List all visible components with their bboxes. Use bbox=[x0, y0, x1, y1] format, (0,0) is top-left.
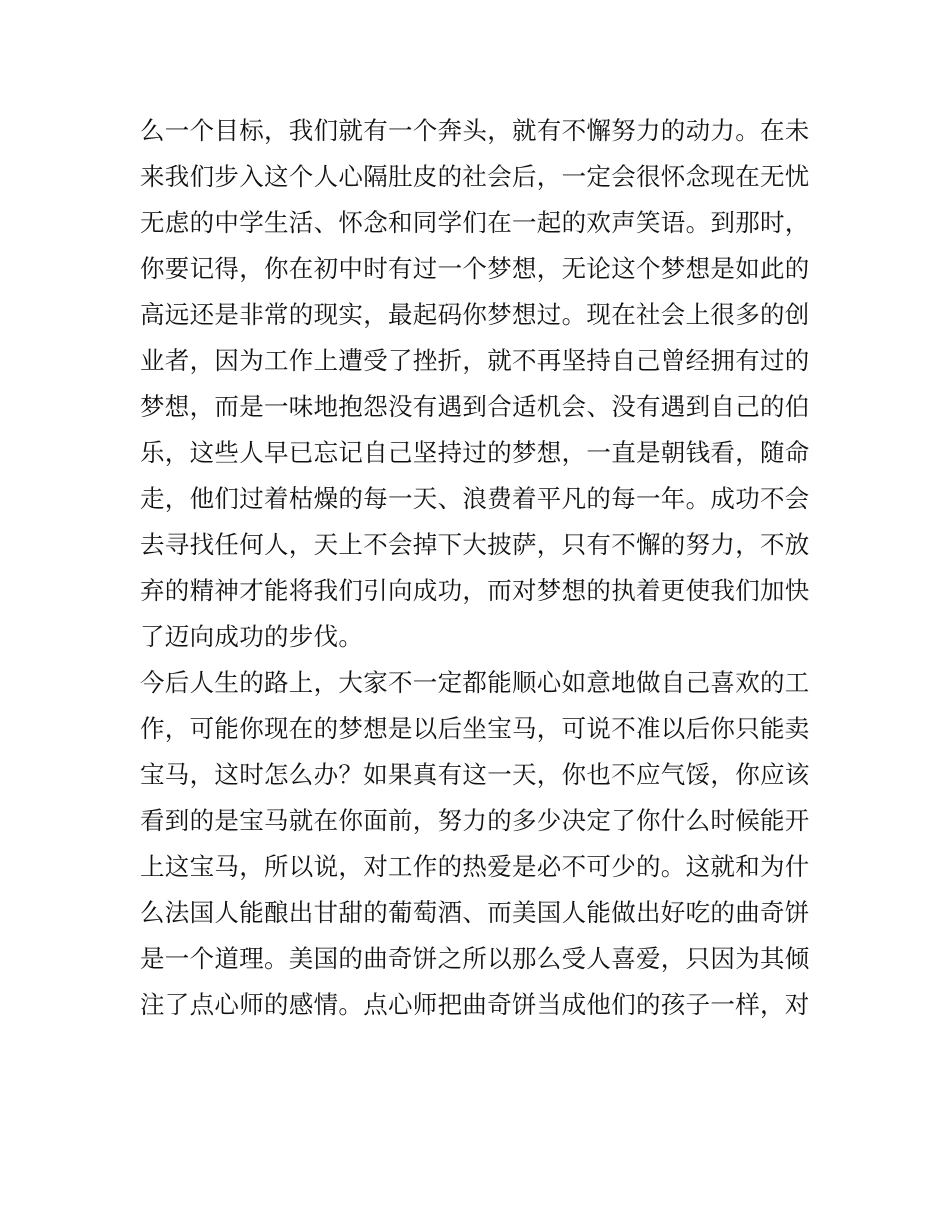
text-line: 看到的是宝马就在你面前，努力的多少决定了你什么时候能开 bbox=[140, 806, 810, 835]
text-line: 作，可能你现在的梦想是以后坐宝马，可说不准以后你只能卖 bbox=[140, 714, 810, 743]
text-line: 上这宝马，所以说，对工作的热爱是必不可少的。这就和为什 bbox=[140, 852, 810, 881]
text-line: 么法国人能酿出甘甜的葡萄酒、而美国人能做出好吃的曲奇饼 bbox=[140, 898, 810, 927]
text-line: 你要记得，你在初中时有过一个梦想，无论这个梦想是如此的 bbox=[140, 254, 810, 283]
text-line: 乐，这些人早已忘记自己坚持过的梦想，一直是朝钱看，随命 bbox=[140, 438, 810, 467]
text-line: 么一个目标，我们就有一个奔头，就有不懈努力的动力。在未 bbox=[140, 116, 810, 145]
text-line: 注了点心师的感情。点心师把曲奇饼当成他们的孩子一样，对 bbox=[140, 990, 810, 1019]
text-line: 宝马，这时怎么办？如果真有这一天，你也不应气馁，你应该 bbox=[140, 760, 810, 789]
text-line: 来我们步入这个人心隔肚皮的社会后，一定会很怀念现在无忧 bbox=[140, 162, 810, 191]
text-line: 是一个道理。美国的曲奇饼之所以那么受人喜爱，只因为其倾 bbox=[140, 944, 810, 973]
text-line: 业者，因为工作上遭受了挫折，就不再坚持自己曾经拥有过的 bbox=[140, 346, 810, 375]
text-line: 梦想，而是一味地抱怨没有遇到合适机会、没有遇到自己的伯 bbox=[140, 392, 810, 421]
text-line: 了迈向成功的步伐。 bbox=[140, 622, 364, 651]
text-line: 高远还是非常的现实，最起码你梦想过。现在社会上很多的创 bbox=[140, 300, 810, 329]
text-line: 去寻找任何人，天上不会掉下大披萨，只有不懈的努力，不放 bbox=[140, 530, 810, 559]
text-line: 走，他们过着枯燥的每一天、浪费着平凡的每一年。成功不会 bbox=[140, 484, 810, 513]
text-line: 弃的精神才能将我们引向成功，而对梦想的执着更使我们加快 bbox=[140, 576, 810, 605]
text-line: 无虑的中学生活、怀念和同学们在一起的欢声笑语。到那时， bbox=[140, 208, 810, 237]
body-text bbox=[140, 108, 820, 1028]
text-line: 今后人生的路上，大家不一定都能顺心如意地做自己喜欢的工 bbox=[140, 668, 810, 697]
